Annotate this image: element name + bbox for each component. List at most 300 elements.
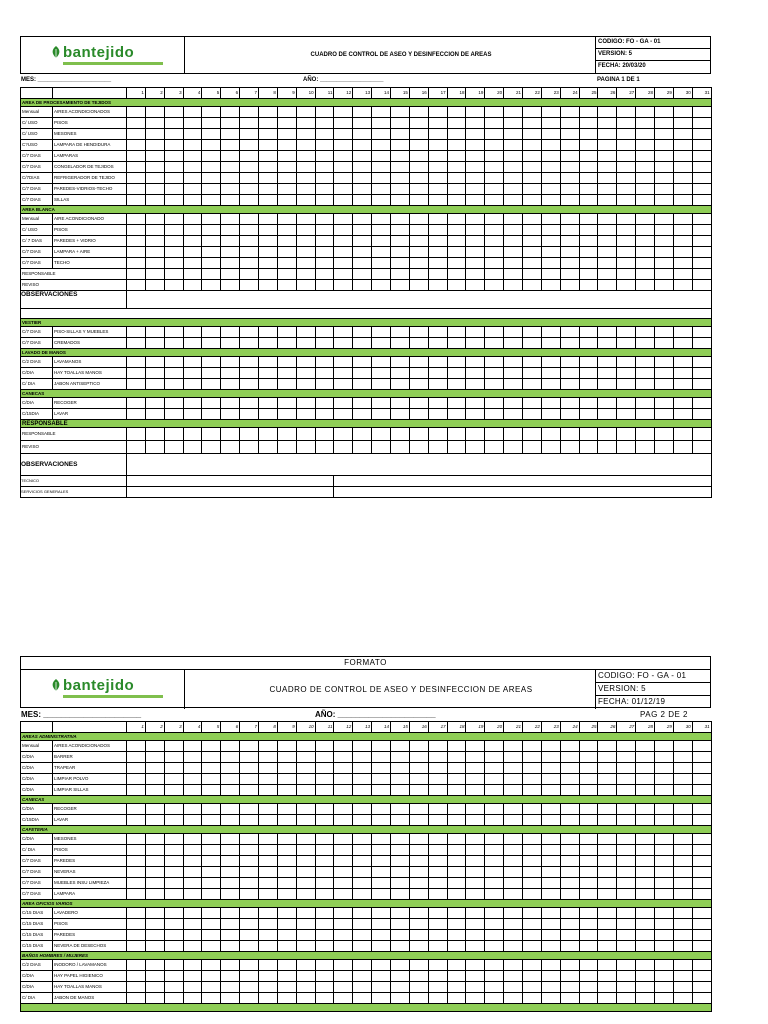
day-check-cell[interactable] bbox=[428, 357, 447, 368]
day-check-cell[interactable] bbox=[353, 368, 372, 379]
day-check-cell[interactable] bbox=[315, 236, 334, 247]
day-check-cell[interactable] bbox=[240, 140, 259, 151]
day-check-cell[interactable] bbox=[692, 941, 711, 952]
day-check-cell[interactable] bbox=[240, 908, 259, 919]
day-check-cell[interactable] bbox=[277, 930, 296, 941]
day-check-cell[interactable] bbox=[636, 140, 655, 151]
day-check-cell[interactable] bbox=[579, 173, 598, 184]
day-check-cell[interactable] bbox=[409, 763, 428, 774]
day-check-cell[interactable] bbox=[296, 236, 315, 247]
day-check-cell[interactable] bbox=[636, 919, 655, 930]
day-check-cell[interactable] bbox=[504, 941, 523, 952]
day-check-cell[interactable] bbox=[372, 774, 391, 785]
day-check-cell[interactable] bbox=[617, 441, 636, 454]
day-check-cell[interactable] bbox=[221, 982, 240, 993]
day-check-cell[interactable] bbox=[447, 785, 466, 796]
day-check-cell[interactable] bbox=[259, 785, 278, 796]
day-check-cell[interactable] bbox=[221, 815, 240, 826]
day-check-cell[interactable] bbox=[183, 752, 202, 763]
day-check-cell[interactable] bbox=[372, 982, 391, 993]
day-check-cell[interactable] bbox=[485, 815, 504, 826]
day-check-cell[interactable] bbox=[598, 357, 617, 368]
day-check-cell[interactable] bbox=[127, 327, 146, 338]
day-check-cell[interactable] bbox=[315, 151, 334, 162]
day-check-cell[interactable] bbox=[334, 834, 353, 845]
day-check-cell[interactable] bbox=[145, 982, 164, 993]
day-check-cell[interactable] bbox=[391, 225, 410, 236]
day-check-cell[interactable] bbox=[277, 845, 296, 856]
day-check-cell[interactable] bbox=[485, 379, 504, 390]
day-check-cell[interactable] bbox=[372, 889, 391, 900]
day-check-cell[interactable] bbox=[541, 258, 560, 269]
day-check-cell[interactable] bbox=[334, 867, 353, 878]
day-check-cell[interactable] bbox=[353, 856, 372, 867]
day-check-cell[interactable] bbox=[372, 357, 391, 368]
day-check-cell[interactable] bbox=[692, 118, 711, 129]
day-check-cell[interactable] bbox=[560, 409, 579, 420]
day-check-cell[interactable] bbox=[315, 856, 334, 867]
day-check-cell[interactable] bbox=[636, 225, 655, 236]
day-check-cell[interactable] bbox=[598, 195, 617, 206]
day-check-cell[interactable] bbox=[655, 441, 674, 454]
day-check-cell[interactable] bbox=[523, 269, 542, 280]
day-check-cell[interactable] bbox=[636, 236, 655, 247]
day-check-cell[interactable] bbox=[372, 752, 391, 763]
day-check-cell[interactable] bbox=[391, 184, 410, 195]
day-check-cell[interactable] bbox=[617, 162, 636, 173]
day-check-cell[interactable] bbox=[372, 214, 391, 225]
day-check-cell[interactable] bbox=[466, 236, 485, 247]
day-check-cell[interactable] bbox=[692, 428, 711, 441]
day-check-cell[interactable] bbox=[428, 338, 447, 349]
day-check-cell[interactable] bbox=[221, 368, 240, 379]
day-check-cell[interactable] bbox=[523, 741, 542, 752]
day-check-cell[interactable] bbox=[296, 930, 315, 941]
day-check-cell[interactable] bbox=[617, 129, 636, 140]
day-check-cell[interactable] bbox=[636, 993, 655, 1004]
day-check-cell[interactable] bbox=[655, 140, 674, 151]
day-check-cell[interactable] bbox=[202, 878, 221, 889]
day-check-cell[interactable] bbox=[692, 845, 711, 856]
day-check-cell[interactable] bbox=[598, 280, 617, 291]
day-check-cell[interactable] bbox=[164, 878, 183, 889]
day-check-cell[interactable] bbox=[315, 428, 334, 441]
day-check-cell[interactable] bbox=[259, 140, 278, 151]
day-check-cell[interactable] bbox=[485, 247, 504, 258]
day-check-cell[interactable] bbox=[409, 941, 428, 952]
day-check-cell[interactable] bbox=[127, 845, 146, 856]
day-check-cell[interactable] bbox=[334, 960, 353, 971]
day-check-cell[interactable] bbox=[145, 834, 164, 845]
day-check-cell[interactable] bbox=[296, 867, 315, 878]
day-check-cell[interactable] bbox=[598, 941, 617, 952]
day-check-cell[interactable] bbox=[466, 214, 485, 225]
day-check-cell[interactable] bbox=[617, 919, 636, 930]
day-check-cell[interactable] bbox=[560, 379, 579, 390]
day-check-cell[interactable] bbox=[315, 107, 334, 118]
day-check-cell[interactable] bbox=[485, 845, 504, 856]
day-check-cell[interactable] bbox=[353, 741, 372, 752]
day-check-cell[interactable] bbox=[164, 785, 183, 796]
day-check-cell[interactable] bbox=[579, 982, 598, 993]
day-check-cell[interactable] bbox=[673, 409, 692, 420]
day-check-cell[interactable] bbox=[277, 357, 296, 368]
day-check-cell[interactable] bbox=[277, 941, 296, 952]
day-check-cell[interactable] bbox=[673, 118, 692, 129]
day-check-cell[interactable] bbox=[353, 441, 372, 454]
day-check-cell[interactable] bbox=[447, 845, 466, 856]
day-check-cell[interactable] bbox=[560, 151, 579, 162]
day-check-cell[interactable] bbox=[447, 960, 466, 971]
day-check-cell[interactable] bbox=[145, 140, 164, 151]
day-check-cell[interactable] bbox=[277, 236, 296, 247]
day-check-cell[interactable] bbox=[296, 247, 315, 258]
day-check-cell[interactable] bbox=[259, 982, 278, 993]
day-check-cell[interactable] bbox=[277, 856, 296, 867]
day-check-cell[interactable] bbox=[183, 878, 202, 889]
day-check-cell[interactable] bbox=[523, 834, 542, 845]
day-check-cell[interactable] bbox=[409, 752, 428, 763]
day-check-cell[interactable] bbox=[221, 269, 240, 280]
day-check-cell[interactable] bbox=[598, 856, 617, 867]
day-check-cell[interactable] bbox=[617, 804, 636, 815]
day-check-cell[interactable] bbox=[560, 195, 579, 206]
day-check-cell[interactable] bbox=[428, 195, 447, 206]
day-check-cell[interactable] bbox=[692, 225, 711, 236]
day-check-cell[interactable] bbox=[296, 398, 315, 409]
day-check-cell[interactable] bbox=[466, 269, 485, 280]
day-check-cell[interactable] bbox=[673, 785, 692, 796]
day-check-cell[interactable] bbox=[127, 993, 146, 1004]
day-check-cell[interactable] bbox=[579, 269, 598, 280]
day-check-cell[interactable] bbox=[523, 173, 542, 184]
day-check-cell[interactable] bbox=[372, 409, 391, 420]
day-check-cell[interactable] bbox=[409, 338, 428, 349]
day-check-cell[interactable] bbox=[579, 118, 598, 129]
day-check-cell[interactable] bbox=[541, 993, 560, 1004]
day-check-cell[interactable] bbox=[259, 162, 278, 173]
day-check-cell[interactable] bbox=[504, 763, 523, 774]
day-check-cell[interactable] bbox=[447, 118, 466, 129]
day-check-cell[interactable] bbox=[164, 834, 183, 845]
day-check-cell[interactable] bbox=[259, 338, 278, 349]
day-check-cell[interactable] bbox=[183, 741, 202, 752]
day-check-cell[interactable] bbox=[334, 785, 353, 796]
day-check-cell[interactable] bbox=[183, 941, 202, 952]
day-check-cell[interactable] bbox=[334, 815, 353, 826]
day-check-cell[interactable] bbox=[447, 741, 466, 752]
day-check-cell[interactable] bbox=[560, 845, 579, 856]
day-check-cell[interactable] bbox=[259, 247, 278, 258]
day-check-cell[interactable] bbox=[504, 236, 523, 247]
day-check-cell[interactable] bbox=[315, 247, 334, 258]
day-check-cell[interactable] bbox=[334, 804, 353, 815]
day-check-cell[interactable] bbox=[523, 785, 542, 796]
day-check-cell[interactable] bbox=[409, 982, 428, 993]
day-check-cell[interactable] bbox=[636, 428, 655, 441]
day-check-cell[interactable] bbox=[145, 878, 164, 889]
day-check-cell[interactable] bbox=[504, 118, 523, 129]
day-check-cell[interactable] bbox=[636, 368, 655, 379]
day-check-cell[interactable] bbox=[560, 834, 579, 845]
day-check-cell[interactable] bbox=[296, 889, 315, 900]
day-check-cell[interactable] bbox=[598, 908, 617, 919]
day-check-cell[interactable] bbox=[353, 379, 372, 390]
day-check-cell[interactable] bbox=[221, 151, 240, 162]
day-check-cell[interactable] bbox=[560, 269, 579, 280]
day-check-cell[interactable] bbox=[560, 118, 579, 129]
day-check-cell[interactable] bbox=[428, 752, 447, 763]
day-check-cell[interactable] bbox=[127, 357, 146, 368]
day-check-cell[interactable] bbox=[391, 428, 410, 441]
day-check-cell[interactable] bbox=[617, 269, 636, 280]
day-check-cell[interactable] bbox=[221, 834, 240, 845]
day-check-cell[interactable] bbox=[334, 247, 353, 258]
day-check-cell[interactable] bbox=[259, 379, 278, 390]
day-check-cell[interactable] bbox=[202, 379, 221, 390]
day-check-cell[interactable] bbox=[560, 941, 579, 952]
day-check-cell[interactable] bbox=[127, 184, 146, 195]
day-check-cell[interactable] bbox=[164, 804, 183, 815]
day-check-cell[interactable] bbox=[296, 118, 315, 129]
day-check-cell[interactable] bbox=[372, 919, 391, 930]
day-check-cell[interactable] bbox=[164, 107, 183, 118]
day-check-cell[interactable] bbox=[655, 162, 674, 173]
day-check-cell[interactable] bbox=[673, 225, 692, 236]
day-check-cell[interactable] bbox=[315, 878, 334, 889]
day-check-cell[interactable] bbox=[183, 960, 202, 971]
day-check-cell[interactable] bbox=[523, 919, 542, 930]
day-check-cell[interactable] bbox=[353, 214, 372, 225]
day-check-cell[interactable] bbox=[183, 214, 202, 225]
day-check-cell[interactable] bbox=[655, 993, 674, 1004]
day-check-cell[interactable] bbox=[636, 804, 655, 815]
signoff-field[interactable] bbox=[127, 487, 334, 498]
day-check-cell[interactable] bbox=[127, 379, 146, 390]
day-check-cell[interactable] bbox=[466, 741, 485, 752]
day-check-cell[interactable] bbox=[259, 151, 278, 162]
day-check-cell[interactable] bbox=[541, 338, 560, 349]
day-check-cell[interactable] bbox=[353, 878, 372, 889]
day-check-cell[interactable] bbox=[428, 162, 447, 173]
day-check-cell[interactable] bbox=[447, 398, 466, 409]
day-check-cell[interactable] bbox=[164, 845, 183, 856]
day-check-cell[interactable] bbox=[183, 162, 202, 173]
day-check-cell[interactable] bbox=[655, 368, 674, 379]
day-check-cell[interactable] bbox=[541, 107, 560, 118]
day-check-cell[interactable] bbox=[636, 763, 655, 774]
day-check-cell[interactable] bbox=[617, 173, 636, 184]
day-check-cell[interactable] bbox=[240, 327, 259, 338]
day-check-cell[interactable] bbox=[372, 258, 391, 269]
day-check-cell[interactable] bbox=[692, 982, 711, 993]
day-check-cell[interactable] bbox=[145, 338, 164, 349]
day-check-cell[interactable] bbox=[391, 982, 410, 993]
day-check-cell[interactable] bbox=[523, 889, 542, 900]
day-check-cell[interactable] bbox=[221, 195, 240, 206]
day-check-cell[interactable] bbox=[259, 357, 278, 368]
day-check-cell[interactable] bbox=[372, 834, 391, 845]
day-check-cell[interactable] bbox=[127, 338, 146, 349]
day-check-cell[interactable] bbox=[372, 845, 391, 856]
day-check-cell[interactable] bbox=[409, 225, 428, 236]
day-check-cell[interactable] bbox=[560, 741, 579, 752]
day-check-cell[interactable] bbox=[692, 173, 711, 184]
day-check-cell[interactable] bbox=[560, 162, 579, 173]
day-check-cell[interactable] bbox=[372, 338, 391, 349]
day-check-cell[interactable] bbox=[598, 867, 617, 878]
day-check-cell[interactable] bbox=[240, 338, 259, 349]
day-check-cell[interactable] bbox=[353, 752, 372, 763]
day-check-cell[interactable] bbox=[221, 941, 240, 952]
day-check-cell[interactable] bbox=[485, 441, 504, 454]
day-check-cell[interactable] bbox=[598, 878, 617, 889]
day-check-cell[interactable] bbox=[692, 247, 711, 258]
day-check-cell[interactable] bbox=[202, 960, 221, 971]
day-check-cell[interactable] bbox=[315, 379, 334, 390]
day-check-cell[interactable] bbox=[145, 428, 164, 441]
day-check-cell[interactable] bbox=[598, 368, 617, 379]
day-check-cell[interactable] bbox=[655, 269, 674, 280]
day-check-cell[interactable] bbox=[145, 327, 164, 338]
day-check-cell[interactable] bbox=[428, 140, 447, 151]
day-check-cell[interactable] bbox=[692, 752, 711, 763]
day-check-cell[interactable] bbox=[353, 804, 372, 815]
day-check-cell[interactable] bbox=[692, 878, 711, 889]
day-check-cell[interactable] bbox=[164, 856, 183, 867]
day-check-cell[interactable] bbox=[655, 409, 674, 420]
day-check-cell[interactable] bbox=[541, 173, 560, 184]
day-check-cell[interactable] bbox=[391, 173, 410, 184]
day-check-cell[interactable] bbox=[296, 908, 315, 919]
day-check-cell[interactable] bbox=[315, 845, 334, 856]
day-check-cell[interactable] bbox=[523, 118, 542, 129]
day-check-cell[interactable] bbox=[221, 129, 240, 140]
day-check-cell[interactable] bbox=[598, 214, 617, 225]
day-check-cell[interactable] bbox=[692, 184, 711, 195]
day-check-cell[interactable] bbox=[127, 971, 146, 982]
day-check-cell[interactable] bbox=[259, 856, 278, 867]
day-check-cell[interactable] bbox=[391, 763, 410, 774]
day-check-cell[interactable] bbox=[579, 752, 598, 763]
day-check-cell[interactable] bbox=[636, 357, 655, 368]
day-check-cell[interactable] bbox=[579, 214, 598, 225]
day-check-cell[interactable] bbox=[485, 398, 504, 409]
day-check-cell[interactable] bbox=[579, 379, 598, 390]
day-check-cell[interactable] bbox=[504, 151, 523, 162]
day-check-cell[interactable] bbox=[541, 941, 560, 952]
day-check-cell[interactable] bbox=[372, 129, 391, 140]
day-check-cell[interactable] bbox=[636, 908, 655, 919]
day-check-cell[interactable] bbox=[296, 258, 315, 269]
day-check-cell[interactable] bbox=[636, 184, 655, 195]
day-check-cell[interactable] bbox=[353, 357, 372, 368]
day-check-cell[interactable] bbox=[541, 214, 560, 225]
day-check-cell[interactable] bbox=[240, 379, 259, 390]
day-check-cell[interactable] bbox=[259, 941, 278, 952]
day-check-cell[interactable] bbox=[183, 889, 202, 900]
day-check-cell[interactable] bbox=[315, 752, 334, 763]
day-check-cell[interactable] bbox=[372, 140, 391, 151]
day-check-cell[interactable] bbox=[391, 941, 410, 952]
day-check-cell[interactable] bbox=[692, 409, 711, 420]
day-check-cell[interactable] bbox=[145, 173, 164, 184]
day-check-cell[interactable] bbox=[277, 140, 296, 151]
day-check-cell[interactable] bbox=[221, 878, 240, 889]
day-check-cell[interactable] bbox=[523, 763, 542, 774]
day-check-cell[interactable] bbox=[485, 151, 504, 162]
day-check-cell[interactable] bbox=[221, 184, 240, 195]
day-check-cell[interactable] bbox=[164, 398, 183, 409]
day-check-cell[interactable] bbox=[202, 327, 221, 338]
day-check-cell[interactable] bbox=[296, 804, 315, 815]
day-check-cell[interactable] bbox=[447, 107, 466, 118]
day-check-cell[interactable] bbox=[428, 960, 447, 971]
day-check-cell[interactable] bbox=[692, 785, 711, 796]
day-check-cell[interactable] bbox=[428, 919, 447, 930]
day-check-cell[interactable] bbox=[259, 815, 278, 826]
day-check-cell[interactable] bbox=[315, 908, 334, 919]
day-check-cell[interactable] bbox=[560, 247, 579, 258]
day-check-cell[interactable] bbox=[409, 774, 428, 785]
day-check-cell[interactable] bbox=[164, 930, 183, 941]
day-check-cell[interactable] bbox=[277, 785, 296, 796]
day-check-cell[interactable] bbox=[296, 960, 315, 971]
day-check-cell[interactable] bbox=[277, 151, 296, 162]
day-check-cell[interactable] bbox=[523, 151, 542, 162]
day-check-cell[interactable] bbox=[334, 774, 353, 785]
day-check-cell[interactable] bbox=[164, 960, 183, 971]
day-check-cell[interactable] bbox=[372, 184, 391, 195]
day-check-cell[interactable] bbox=[183, 338, 202, 349]
day-check-cell[interactable] bbox=[391, 280, 410, 291]
day-check-cell[interactable] bbox=[409, 107, 428, 118]
day-check-cell[interactable] bbox=[504, 774, 523, 785]
day-check-cell[interactable] bbox=[372, 785, 391, 796]
day-check-cell[interactable] bbox=[145, 971, 164, 982]
day-check-cell[interactable] bbox=[692, 214, 711, 225]
day-check-cell[interactable] bbox=[353, 184, 372, 195]
day-check-cell[interactable] bbox=[485, 162, 504, 173]
day-check-cell[interactable] bbox=[655, 889, 674, 900]
day-check-cell[interactable] bbox=[334, 225, 353, 236]
day-check-cell[interactable] bbox=[127, 173, 146, 184]
day-check-cell[interactable] bbox=[598, 441, 617, 454]
day-check-cell[interactable] bbox=[277, 129, 296, 140]
day-check-cell[interactable] bbox=[447, 368, 466, 379]
day-check-cell[interactable] bbox=[485, 118, 504, 129]
day-check-cell[interactable] bbox=[692, 338, 711, 349]
day-check-cell[interactable] bbox=[259, 441, 278, 454]
day-check-cell[interactable] bbox=[541, 379, 560, 390]
day-check-cell[interactable] bbox=[692, 162, 711, 173]
day-check-cell[interactable] bbox=[240, 225, 259, 236]
day-check-cell[interactable] bbox=[617, 752, 636, 763]
day-check-cell[interactable] bbox=[692, 140, 711, 151]
day-check-cell[interactable] bbox=[655, 225, 674, 236]
day-check-cell[interactable] bbox=[504, 195, 523, 206]
day-check-cell[interactable] bbox=[504, 960, 523, 971]
day-check-cell[interactable] bbox=[541, 129, 560, 140]
day-check-cell[interactable] bbox=[127, 763, 146, 774]
day-check-cell[interactable] bbox=[145, 151, 164, 162]
day-check-cell[interactable] bbox=[428, 834, 447, 845]
day-check-cell[interactable] bbox=[372, 236, 391, 247]
day-check-cell[interactable] bbox=[655, 280, 674, 291]
day-check-cell[interactable] bbox=[315, 993, 334, 1004]
day-check-cell[interactable] bbox=[655, 741, 674, 752]
day-check-cell[interactable] bbox=[145, 919, 164, 930]
